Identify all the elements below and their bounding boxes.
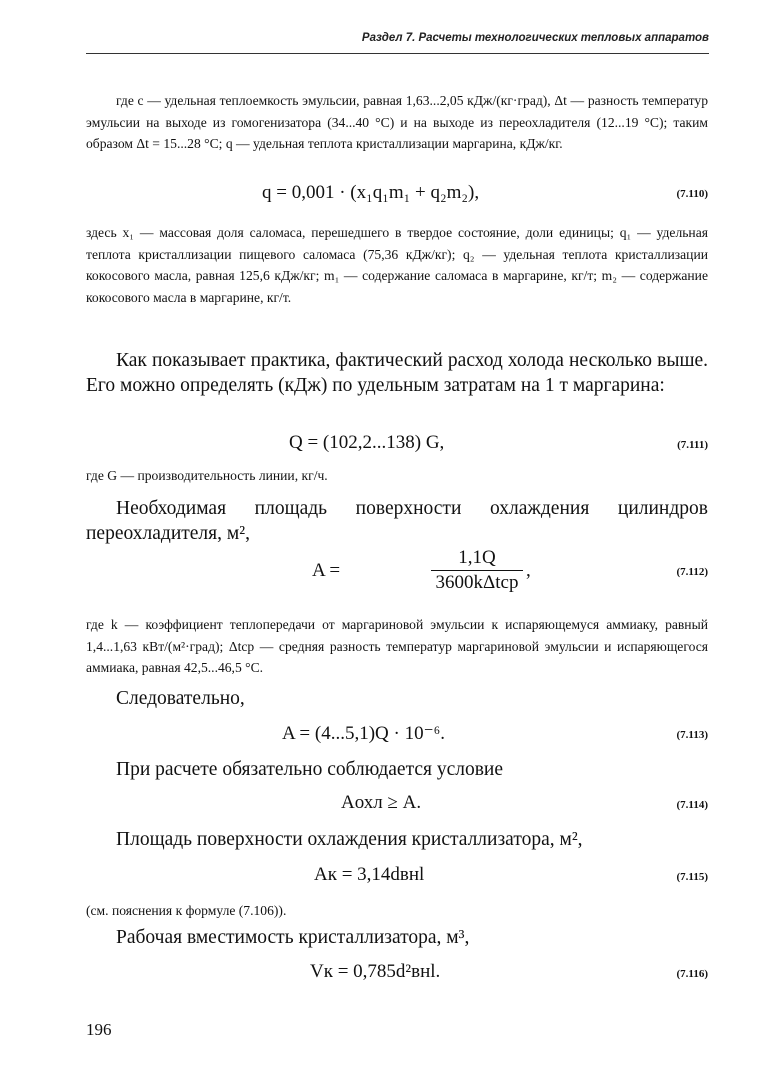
fraction-numerator: 1,1Q (431, 547, 523, 571)
paragraph-practice (86, 348, 708, 398)
formula-expression: q = 0,001 · (x₁q₁m₁ + q₂m₂), (262, 182, 480, 203)
formula-number: (7.112) (676, 566, 708, 578)
paragraph-text: здесь x₁ — массовая доля саломаса, перешедшего в твердое состояние, доли единицы; q₁ — удельная теплота кристаллизации пищевого саломаса (75,36 кДж/кг); q₂ — удельная теплота кристаллизации кокосового масла, равная 125,6 кДж/кг; m₁ — содержание саломаса в маргарине, кг/т; m₂ — содержание кокосового масла в маргарине, кг/т. (86, 225, 708, 305)
formula-expression: Q = (102,2...138) G, (289, 432, 445, 453)
header-rule (86, 53, 709, 54)
paragraph-condition (86, 757, 708, 782)
paragraph-text: где G — производительность линии, кг/ч. (86, 468, 328, 483)
formula-expression: Aохл ≥ A. (341, 792, 422, 813)
formula-expression: Vк = 0,785d²внl. (310, 961, 441, 982)
paragraph-crystallizer-area (86, 827, 708, 852)
paragraph-definitions-1 (86, 90, 708, 155)
formula-expression: Aк = 3,14dвнl (314, 864, 425, 885)
formula-7-113 (86, 722, 708, 750)
formula-number: (7.113) (676, 729, 708, 741)
paragraph-text: (см. пояснения к формуле (7.106)). (86, 903, 287, 918)
formula-number: (7.116) (676, 968, 708, 980)
paragraph-text: Необходимая площадь поверхности охлаждения цилиндров переохладителя, м², (86, 498, 708, 544)
paragraph-text: где k — коэффициент теплопередачи от маргариновой эмульсии к испаряющемуся аммиаку, равный 1,4...1,63 кВт/(м²·град); Δtср — средняя разность температур маргариновой эмульсии и испаряющегося аммиака, равная 42,5...46,5 °С. (86, 617, 708, 675)
formula-7-112 (86, 547, 708, 599)
paragraph-text: Рабочая вместимость кристаллизатора, м³, (116, 927, 470, 948)
paragraph-therefore (86, 686, 708, 711)
formula-7-110 (86, 182, 708, 210)
paragraph-text: Следовательно, (116, 688, 245, 709)
formula-number: (7.111) (677, 439, 708, 451)
fraction-denominator: 3600kΔtср (435, 572, 519, 593)
page-number: 196 (86, 1020, 112, 1039)
formula-tail: , (526, 560, 531, 581)
formula-lhs: A = (312, 560, 341, 581)
formula-7-116 (86, 961, 708, 989)
paragraph-definitions-2 (86, 222, 708, 308)
paragraph-text: где c — удельная теплоемкость эмульсии, равная 1,63...2,05 кДж/(кг·град), Δt — разность температур эмульсии на выходе из гомогенизатора (34...40 °С) и на выходе из переохладителя (12...19 °С); таким образом Δt = 15...28 °С; q — удельная теплота кристаллизации маргарина, кДж/кг. (86, 93, 708, 151)
paragraph-area-required (86, 496, 708, 546)
formula-number: (7.115) (676, 871, 708, 883)
paragraph-text: Как показывает практика, фактический расход холода несколько выше. Его можно определять (кДж) по удельным затратам на 1 т маргарина: (86, 350, 708, 396)
formula-number: (7.114) (676, 799, 708, 811)
paragraph-text: Площадь поверхности охлаждения кристаллизатора, м², (116, 829, 583, 850)
paragraph-crystallizer-volume (86, 925, 708, 950)
formula-7-111 (86, 432, 708, 460)
paragraph-where-k (86, 614, 708, 679)
formula-7-114 (86, 792, 708, 820)
formula-7-115 (86, 864, 708, 892)
paragraph-text: При расчете обязательно соблюдается условие (116, 759, 504, 780)
formula-number: (7.110) (676, 188, 708, 200)
formula-expression: A = (4...5,1)Q · 10⁻⁶. (282, 723, 445, 744)
formula-fraction (431, 547, 523, 594)
paragraph-where-g (86, 465, 708, 487)
running-header: Раздел 7. Расчеты технологических тепловых аппаратов (361, 32, 709, 44)
paragraph-see-note (86, 900, 708, 922)
